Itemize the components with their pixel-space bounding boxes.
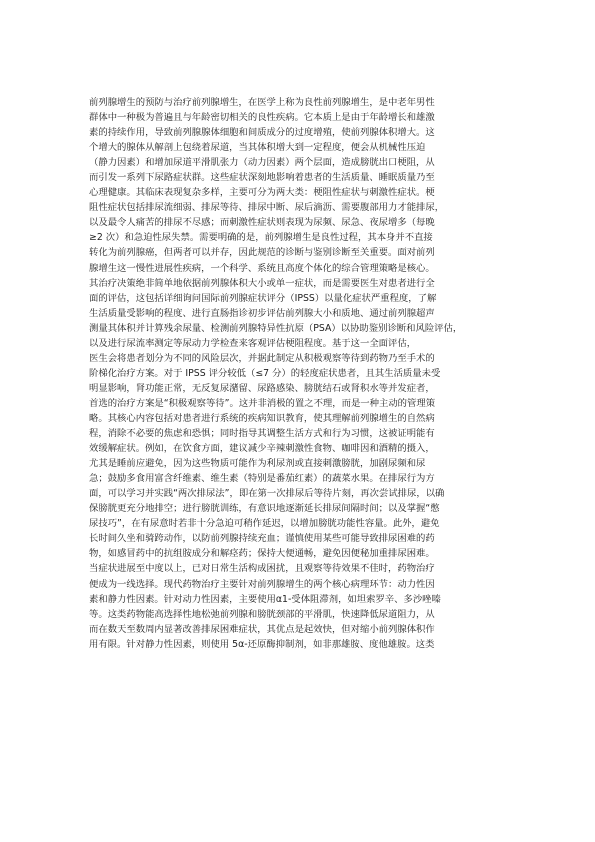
text-line: 其治疗决策绝非简单地依据前列腺体积大小或单一症状，而是需要医生对患者进行全 [89,277,435,289]
text-line: 效缓解症状。例如，在饮食方面，建议减少辛辣刺激性食物、咖啡因和酒精的摄入， [89,443,435,455]
text-line: 转化为前列腺癌，但两者可以并存，因此规范的诊断与鉴别诊断至关重要。面对前列 [89,247,435,259]
text-line: 尿技巧”，在有尿意时若非十分急迫可稍作延迟，以增加膀胱功能性容量。此外，避免 [89,518,440,530]
text-line: 测量其体积并计算残余尿量、检测前列腺特异性抗原（PSA）以协助鉴别诊断和风险评估， [89,322,463,334]
text-line: 物，如感冒药中的抗组胺成分和解痉药；保持大便通畅，避免因便秘加重排尿困难。 [89,548,435,560]
text-line: 用有限。针对静力性因素，则使用 5α-还原酶抑制剂，如非那雄胺、度他雄胺。这类 [89,638,435,650]
text-line: 略。其核心内容包括对患者进行系统的疾病知识教育，使其理解前列腺增生的自然病 [89,412,435,424]
text-line: ≥2 次）和急迫性尿失禁。需要明确的是，前列腺增生是良性过程，其本身并不直接 [89,232,433,244]
text-line: （静力因素）和增加尿道平滑肌张力（动力因素）两个层面，造成膀胱出口梗阻，从 [89,157,435,169]
text-line: 面，可以学习并实践“两次排尿法”，即在第一次排尿后等待片刻，再次尝试排尿，以确 [89,488,445,500]
text-line: 保膀胱更充分地排空；进行膀胱训练，有意识地逐渐延长排尿间隔时间；以及掌握“憋 [89,503,440,515]
text-line: 腺增生这一慢性进展性疾病，一个科学、系统且高度个体化的综合管理策略是核心。 [89,262,435,274]
text-line: 当症状进展至中度以上，已对日常生活构成困扰，且观察等待效果不佳时，药物治疗 [89,563,435,575]
text-line: 前列腺增生的预防与治疗前列腺增生，在医学上称为良性前列腺增生，是中老年男性 [89,97,435,108]
text-line: 尤其是睡前应避免，因为这些物质可能作为利尿剂或直接刺激膀胱，加剧尿频和尿 [89,458,426,470]
text-line: 生活质量受影响的程度、进行直肠指诊初步评估前列腺大小和质地、通过前列腺超声 [89,307,435,319]
text-line: 明显影响，肾功能正常，无反复尿潴留、尿路感染、膀胱结石或肾积水等并发症者， [89,382,435,394]
text-line: 程，消除不必要的焦虑和恐惧；同时指导其调整生活方式和行为习惯，这被证明能有 [89,428,435,440]
text-line: 医生会将患者划分为不同的风险层次，并据此制定从积极观察等待到药物乃至手术的 [89,352,435,364]
text-line: 群体中一种极为普遍且与年龄密切相关的良性疾病。它本质上是由于年龄增长和雄激 [89,112,435,124]
text-line: 而引发一系列下尿路症状群。这些症状深刻地影响着患者的生活质量、睡眠质量乃至 [89,172,435,184]
text-line: 等。这类药物能高选择性地松弛前列腺和膀胱颈部的平滑肌，快速降低尿道阻力，从 [89,608,435,620]
text-line: 面的评估，这包括详细询问国际前列腺症状评分（IPSS）以量化症状严重程度，了解 [89,292,437,304]
text-line: 以及最令人痛苦的排尿不尽感；而刺激性症状则表现为尿频、尿急、夜尿增多（每晚 [89,217,435,229]
text-line: 个增大的腺体从解剖上包绕着尿道，当其体积增大到一定程度，便会从机械性压迫 [89,142,426,154]
text-line: 阶梯化治疗方案。对于 IPSS 评分较低（≤7 分）的轻度症状患者，且其生活质量未受 [89,367,441,379]
body-text [89,95,507,652]
text-line: 以及进行尿流率测定等尿动力学检查来客观评估梗阻程度。基于这一全面评估， [89,337,417,349]
text-line: 阻性症状包括排尿流细弱、排尿等待、排尿中断、尿后滴沥、需要腹部用力才能排尿， [89,202,445,214]
text-line: 首选的治疗方案是“积极观察等待”。这并非消极的置之不理，而是一种主动的管理策 [89,397,436,409]
text-line: 素和静力性因素。针对动力性因素，主要使用α1-受体阻滞剂，如坦索罗辛、多沙唑嗪 [89,593,441,605]
text-line: 长时间久坐和骑跨动作，以防前列腺持续充血；谨慎使用某些可能导致排尿困难的药 [89,533,435,545]
text-line: 心理健康。其临床表现复杂多样，主要可分为两大类：梗阻性症状与刺激性症状。梗 [89,187,435,199]
text-line: 急；鼓励多食用富含纤维素、维生素（特别是番茄红素）的蔬菜水果。在排尿行为方 [89,473,435,485]
text-line: 便成为一线选择。现代药物治疗主要针对前列腺增生的两个核心病理环节：动力性因 [89,578,435,590]
text-line: 素的持续作用，导致前列腺腺体细胞和间质成分的过度增殖，使前列腺体积增大。这 [89,127,435,139]
text-line: 而在数天至数周内显著改善排尿困难症状，其优点是起效快，但对缩小前列腺体积作 [89,623,435,635]
